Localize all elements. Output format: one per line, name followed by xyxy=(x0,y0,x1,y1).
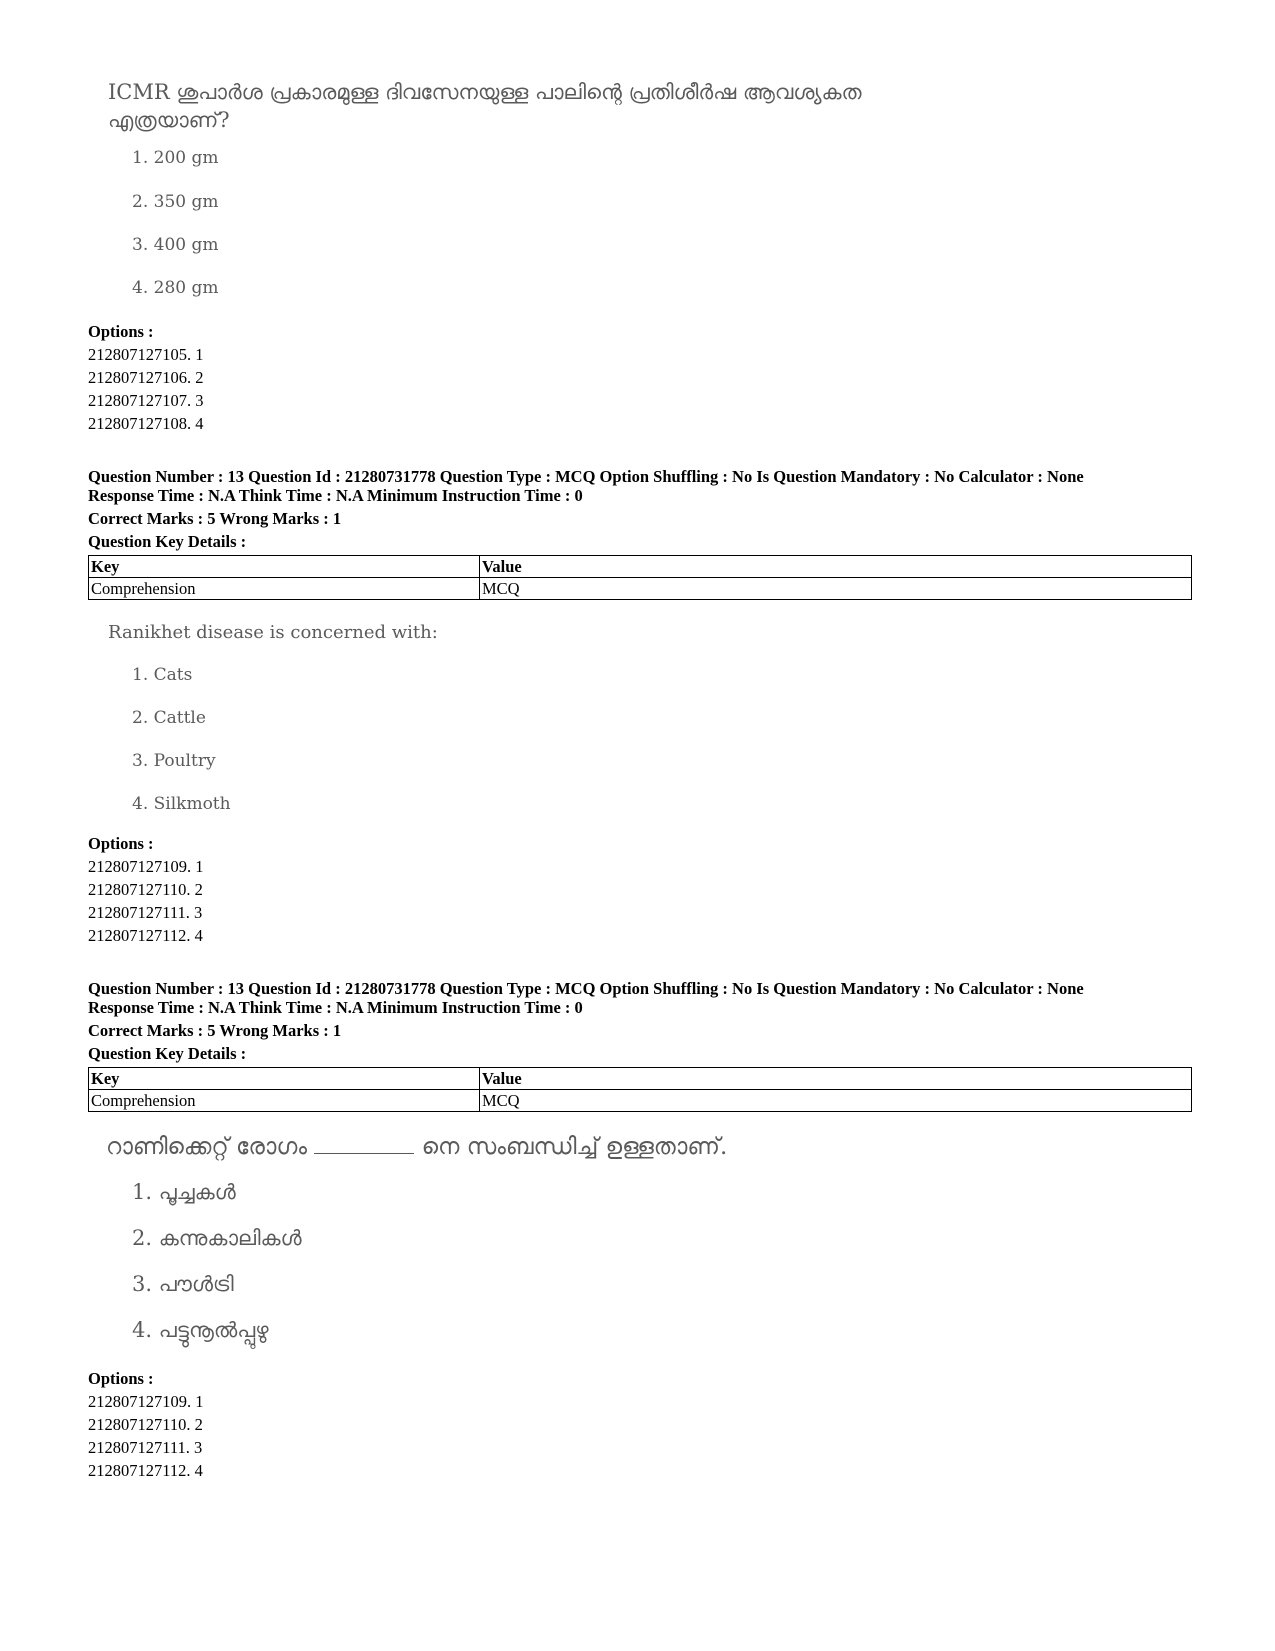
table-cell-key: Comprehension xyxy=(89,1090,480,1112)
options-label: Options : xyxy=(88,322,154,341)
marks-line: Correct Marks : 5 Wrong Marks : 1 xyxy=(88,509,342,528)
question-meta-line1: Question Number : 13 Question Id : 21280731778 Question Type : MCQ Option Shuffling : No Is Question Mandatory : No Calculator : None xyxy=(88,979,1084,998)
table-header-key: Key xyxy=(89,556,480,578)
image-option-3: 3. 400 gm xyxy=(132,235,219,255)
question-key-table xyxy=(88,1067,1192,1112)
options-label: Options : xyxy=(88,1369,154,1388)
image-option-4: 4. 280 gm xyxy=(132,278,219,298)
question-image-text-line1: ICMR ശുപാർശ പ്രകാരമുള്ള ദിവസേനയുള്ള പാലിന്റെ പ്രതിശീർഷ ആവശ്യകത xyxy=(108,80,862,104)
option-id-4: 212807127112. 4 xyxy=(88,926,203,945)
question-image-text-line2: എത്രയാണ്? xyxy=(108,108,230,132)
table-header-value: Value xyxy=(480,556,1192,578)
image-option-4: 4. പട്ടുനൂൽപ്പുഴു xyxy=(132,1318,269,1342)
table-header-value: Value xyxy=(480,1068,1192,1090)
table-row xyxy=(89,1090,1192,1112)
image-option-1: 1. Cats xyxy=(132,665,193,685)
question-key-table xyxy=(88,555,1192,600)
option-id-1: 212807127109. 1 xyxy=(88,1392,204,1411)
table-cell-key: Comprehension xyxy=(89,578,480,600)
question-meta-line2: Response Time : N.A Think Time : N.A Minimum Instruction Time : 0 xyxy=(88,998,583,1017)
key-details-label: Question Key Details : xyxy=(88,532,247,551)
option-id-1: 212807127109. 1 xyxy=(88,857,204,876)
option-id-3: 212807127111. 3 xyxy=(88,903,203,922)
option-id-3: 212807127111. 3 xyxy=(88,1438,203,1457)
option-id-2: 212807127106. 2 xyxy=(88,368,204,387)
table-header-row xyxy=(89,1068,1192,1090)
image-option-3: 3. Poultry xyxy=(132,751,216,771)
image-option-2: 2. കന്നുകാലികൾ xyxy=(132,1226,302,1250)
option-id-3: 212807127107. 3 xyxy=(88,391,204,410)
fill-in-blank xyxy=(314,1135,414,1154)
option-id-2: 212807127110. 2 xyxy=(88,1415,203,1434)
image-option-3: 3. പൗൾട്രി xyxy=(132,1272,234,1296)
image-option-1: 1. 200 gm xyxy=(132,148,219,168)
question-meta-line1: Question Number : 13 Question Id : 21280731778 Question Type : MCQ Option Shuffling : No Is Question Mandatory : No Calculator : None xyxy=(88,467,1084,486)
question-meta-line2: Response Time : N.A Think Time : N.A Minimum Instruction Time : 0 xyxy=(88,486,583,505)
option-id-1: 212807127105. 1 xyxy=(88,345,204,364)
question-text-before-blank: റാണിക്കെറ്റ് രോഗം xyxy=(106,1134,307,1160)
table-header-row xyxy=(89,556,1192,578)
image-option-4: 4. Silkmoth xyxy=(132,794,231,814)
table-cell-value: MCQ xyxy=(480,1090,1192,1112)
key-details-label: Question Key Details : xyxy=(88,1044,247,1063)
image-option-2: 2. Cattle xyxy=(132,708,206,728)
options-label: Options : xyxy=(88,834,154,853)
question-text-after-blank: നെ സംബന്ധിച്ച് ഉള്ളതാണ്. xyxy=(421,1134,728,1160)
option-id-4: 212807127108. 4 xyxy=(88,414,204,433)
image-option-2: 2. 350 gm xyxy=(132,192,219,212)
option-id-4: 212807127112. 4 xyxy=(88,1461,203,1480)
marks-line: Correct Marks : 5 Wrong Marks : 1 xyxy=(88,1021,342,1040)
image-option-1: 1. പൂച്ചകൾ xyxy=(132,1180,236,1204)
question-image-text xyxy=(106,1134,727,1160)
option-id-2: 212807127110. 2 xyxy=(88,880,203,899)
table-row xyxy=(89,578,1192,600)
question-image-text: Ranikhet disease is concerned with: xyxy=(108,622,438,643)
table-header-key: Key xyxy=(89,1068,480,1090)
table-cell-value: MCQ xyxy=(480,578,1192,600)
